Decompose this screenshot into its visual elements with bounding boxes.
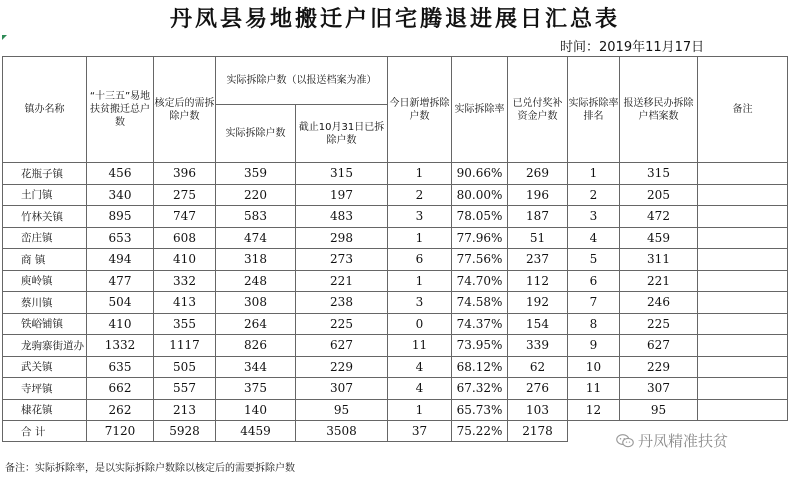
new-today-cell: 1 (388, 399, 452, 421)
rate-cell: 77.96% (452, 227, 508, 249)
table-row (3, 399, 788, 421)
oct31-cell: 273 (296, 249, 388, 271)
oct31-cell: 229 (296, 356, 388, 378)
actual-cell: 826 (216, 335, 296, 357)
rank-cell: 8 (568, 313, 620, 335)
actual-cell: 375 (216, 378, 296, 400)
archive-cell: 221 (620, 270, 698, 292)
rate-cell: 68.12% (452, 356, 508, 378)
archive-cell: 205 (620, 184, 698, 206)
rate-cell: 77.56% (452, 249, 508, 271)
verified-cell: 505 (154, 356, 216, 378)
town-cell: 武关镇 (3, 356, 87, 378)
verified-cell: 332 (154, 270, 216, 292)
table-row (3, 249, 788, 271)
total-cell: 340 (87, 184, 154, 206)
table-row (3, 378, 788, 400)
actual-cell: 4459 (216, 421, 296, 442)
total-cell: 262 (87, 399, 154, 421)
subsidy-cell: 62 (508, 356, 568, 378)
rate-cell: 75.22% (452, 421, 508, 442)
rank-cell: 2 (568, 184, 620, 206)
town-cell: 竹林关镇 (3, 206, 87, 228)
remark-cell (698, 184, 788, 206)
oct31-cell: 95 (296, 399, 388, 421)
table-row (3, 270, 788, 292)
total-cell: 494 (87, 249, 154, 271)
new-today-cell: 3 (388, 292, 452, 314)
rate-cell: 73.95% (452, 335, 508, 357)
total-cell: 653 (87, 227, 154, 249)
remark-cell (698, 163, 788, 185)
total-cell: 1332 (87, 335, 154, 357)
verified-cell: 413 (154, 292, 216, 314)
verified-cell: 275 (154, 184, 216, 206)
rate-cell: 74.58% (452, 292, 508, 314)
header-rank: 实际拆除率排名 (568, 57, 620, 163)
footnote: 备注：实际拆除率，是以实际拆除户数除以核定后的需要拆除户数 (5, 463, 295, 474)
verified-cell: 410 (154, 249, 216, 271)
remark-cell (698, 335, 788, 357)
new-today-cell: 0 (388, 313, 452, 335)
verified-cell: 5928 (154, 421, 216, 442)
header-verified: 核定后的需拆除户数 (154, 57, 216, 163)
table-row (3, 206, 788, 228)
actual-cell: 220 (216, 184, 296, 206)
archive-cell: 315 (620, 163, 698, 185)
rank-cell: 11 (568, 378, 620, 400)
rate-cell: 74.37% (452, 313, 508, 335)
new-today-cell: 2 (388, 184, 452, 206)
total-cell: 635 (87, 356, 154, 378)
total-cell: 895 (87, 206, 154, 228)
remark-cell (698, 313, 788, 335)
rank-cell: 6 (568, 270, 620, 292)
verified-cell: 213 (154, 399, 216, 421)
table-row (3, 227, 788, 249)
total-cell: 456 (87, 163, 154, 185)
rate-cell: 65.73% (452, 399, 508, 421)
subsidy-cell: 2178 (508, 421, 568, 442)
verified-cell: 355 (154, 313, 216, 335)
town-cell: 峦庄镇 (3, 227, 87, 249)
subsidy-cell: 269 (508, 163, 568, 185)
remark-cell (698, 249, 788, 271)
total-cell: 7120 (87, 421, 154, 442)
header-new-today: 今日新增拆除户数 (388, 57, 452, 163)
oct31-cell: 307 (296, 378, 388, 400)
remark-cell (698, 227, 788, 249)
town-cell: 龙驹寨街道办 (3, 335, 87, 357)
report-date: 时间：2019年11月17日 (560, 40, 705, 55)
verified-cell: 396 (154, 163, 216, 185)
rank-cell: 4 (568, 227, 620, 249)
total-cell: 477 (87, 270, 154, 292)
new-today-cell: 1 (388, 270, 452, 292)
new-today-cell: 3 (388, 206, 452, 228)
cell-marker (2, 35, 7, 40)
header-by-oct31: 截止10月31日已拆除户数 (296, 105, 388, 163)
oct31-cell: 197 (296, 184, 388, 206)
town-cell: 蔡川镇 (3, 292, 87, 314)
archive-cell: 311 (620, 249, 698, 271)
table-row (3, 335, 788, 357)
total-cell: 410 (87, 313, 154, 335)
actual-cell: 344 (216, 356, 296, 378)
oct31-cell: 627 (296, 335, 388, 357)
rank-cell: 10 (568, 356, 620, 378)
remark-cell (698, 378, 788, 400)
verified-cell: 747 (154, 206, 216, 228)
town-cell: 花瓶子镇 (3, 163, 87, 185)
header-remark: 备注 (698, 57, 788, 163)
rate-cell: 90.66% (452, 163, 508, 185)
rank-cell: 9 (568, 335, 620, 357)
subsidy-cell: 276 (508, 378, 568, 400)
verified-cell: 608 (154, 227, 216, 249)
remark-cell (698, 292, 788, 314)
town-cell: 土门镇 (3, 184, 87, 206)
total-cell: 662 (87, 378, 154, 400)
rate-cell: 74.70% (452, 270, 508, 292)
archive-cell: 459 (620, 227, 698, 249)
subsidy-cell: 112 (508, 270, 568, 292)
rate-cell: 80.00% (452, 184, 508, 206)
new-today-cell: 1 (388, 163, 452, 185)
subsidy-cell: 154 (508, 313, 568, 335)
actual-cell: 140 (216, 399, 296, 421)
wechat-icon (616, 433, 634, 449)
table-row (3, 356, 788, 378)
subsidy-cell: 237 (508, 249, 568, 271)
verified-cell: 557 (154, 378, 216, 400)
town-cell: 庾岭镇 (3, 270, 87, 292)
total-label: 合 计 (3, 421, 87, 442)
table-row (3, 292, 788, 314)
wechat-watermark (616, 430, 728, 451)
header-rate: 实际拆除率 (452, 57, 508, 163)
header-town: 镇办名称 (3, 57, 87, 163)
new-today-cell: 6 (388, 249, 452, 271)
header-total-households: “十三五”易地扶贫搬迁总户数 (87, 57, 154, 163)
header-actual: 实际拆除户数 (216, 105, 296, 163)
rank-cell: 7 (568, 292, 620, 314)
archive-cell: 627 (620, 335, 698, 357)
subsidy-cell: 339 (508, 335, 568, 357)
rate-cell: 78.05% (452, 206, 508, 228)
archive-cell: 229 (620, 356, 698, 378)
table-row (3, 163, 788, 185)
town-cell: 寺坪镇 (3, 378, 87, 400)
table-row (3, 313, 788, 335)
oct31-cell: 483 (296, 206, 388, 228)
actual-cell: 359 (216, 163, 296, 185)
town-cell: 商 镇 (3, 249, 87, 271)
subsidy-cell: 51 (508, 227, 568, 249)
rank-cell: 5 (568, 249, 620, 271)
header-actual-group: 实际拆除户数（以报送档案为准） (216, 57, 388, 105)
oct31-cell: 238 (296, 292, 388, 314)
actual-cell: 583 (216, 206, 296, 228)
header-subsidy: 已兑付奖补资金户数 (508, 57, 568, 163)
rank-cell: 12 (568, 399, 620, 421)
new-today-cell: 4 (388, 356, 452, 378)
subsidy-cell: 187 (508, 206, 568, 228)
actual-cell: 248 (216, 270, 296, 292)
remark-cell (698, 356, 788, 378)
rank-cell: 3 (568, 206, 620, 228)
rank-cell: 1 (568, 163, 620, 185)
total-cell: 504 (87, 292, 154, 314)
town-cell: 铁峪铺镇 (3, 313, 87, 335)
brand-text: 丹凤精准扶贫 (638, 432, 729, 450)
summary-table (2, 56, 788, 442)
oct31-cell: 221 (296, 270, 388, 292)
oct31-cell: 225 (296, 313, 388, 335)
remark-cell (698, 270, 788, 292)
new-today-cell: 37 (388, 421, 452, 442)
actual-cell: 264 (216, 313, 296, 335)
table-row (3, 184, 788, 206)
remark-cell (698, 206, 788, 228)
remark-cell (698, 399, 788, 421)
actual-cell: 308 (216, 292, 296, 314)
subsidy-cell: 103 (508, 399, 568, 421)
header-archive: 报送移民办拆除户档案数 (620, 57, 698, 163)
new-today-cell: 4 (388, 378, 452, 400)
oct31-cell: 298 (296, 227, 388, 249)
subsidy-cell: 196 (508, 184, 568, 206)
archive-cell: 307 (620, 378, 698, 400)
town-cell: 棣花镇 (3, 399, 87, 421)
oct31-cell: 315 (296, 163, 388, 185)
actual-cell: 474 (216, 227, 296, 249)
actual-cell: 318 (216, 249, 296, 271)
archive-cell: 225 (620, 313, 698, 335)
verified-cell: 1117 (154, 335, 216, 357)
new-today-cell: 11 (388, 335, 452, 357)
rate-cell: 67.32% (452, 378, 508, 400)
subsidy-cell: 192 (508, 292, 568, 314)
archive-cell: 95 (620, 399, 698, 421)
archive-cell: 472 (620, 206, 698, 228)
oct31-cell: 3508 (296, 421, 388, 442)
archive-cell: 246 (620, 292, 698, 314)
new-today-cell: 1 (388, 227, 452, 249)
page-title: 丹凤县易地搬迁户旧宅腾退进展日汇总表 (169, 6, 620, 32)
